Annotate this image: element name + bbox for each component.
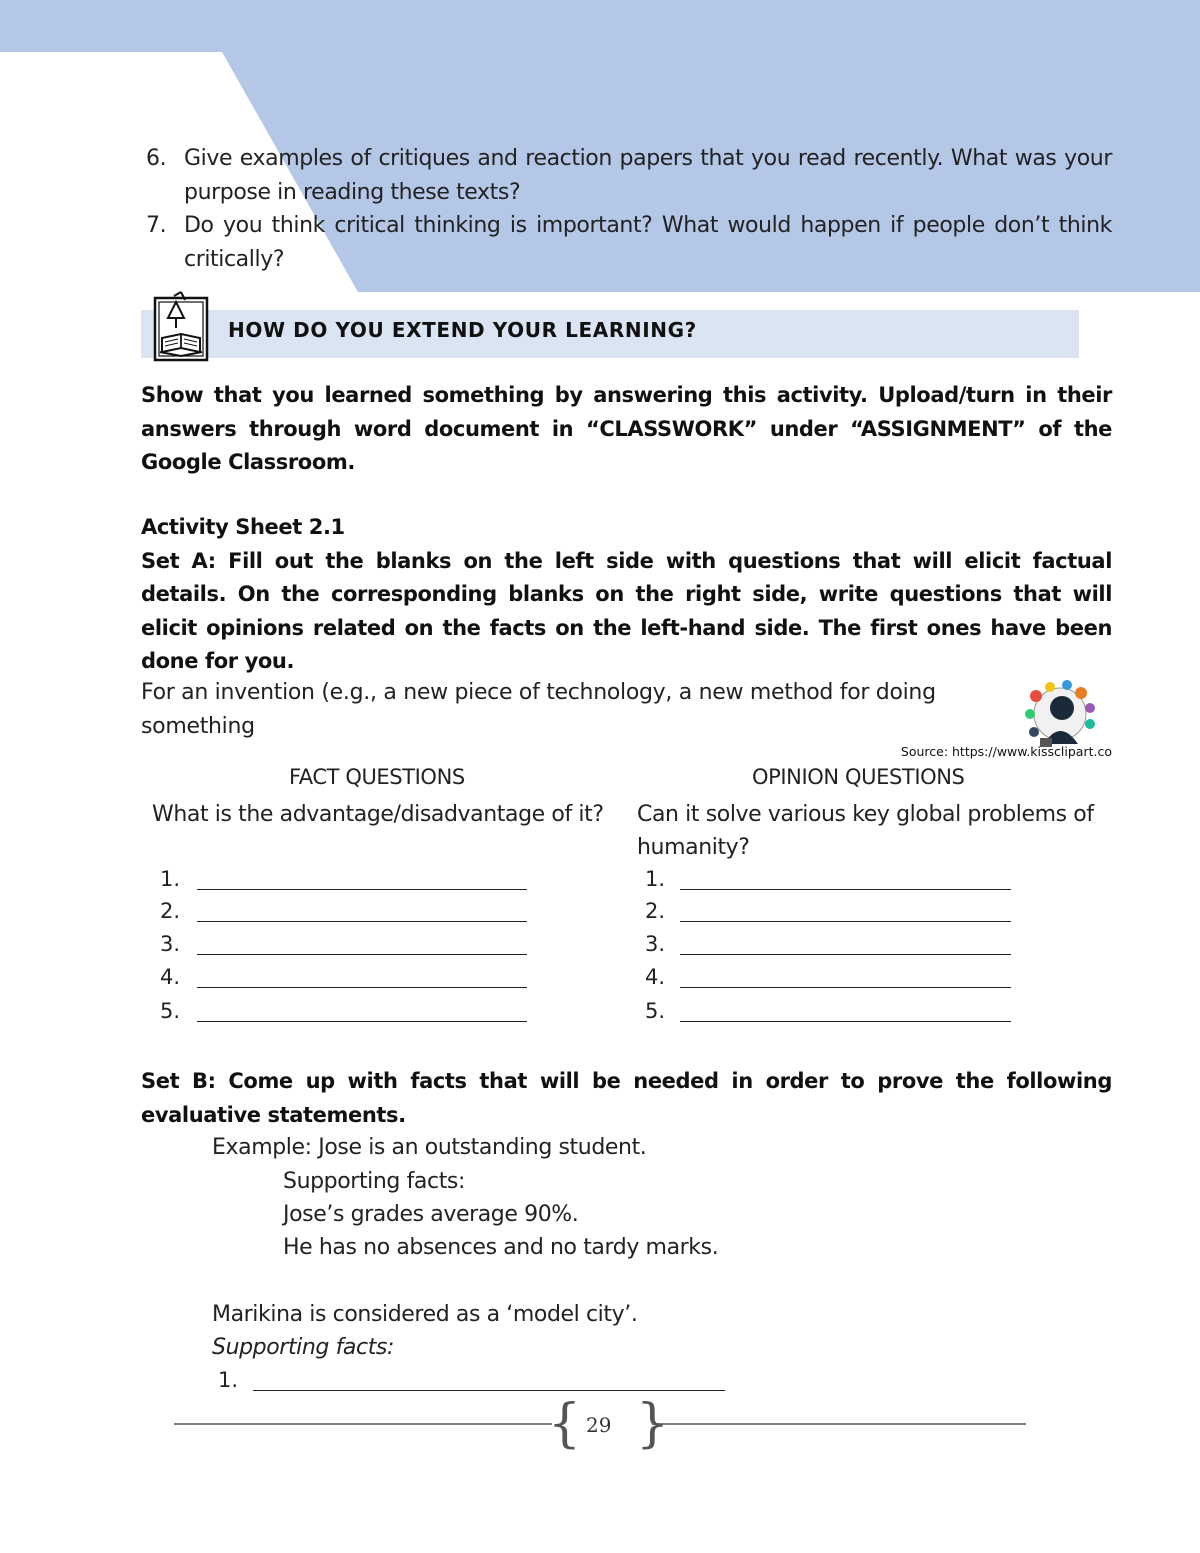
blank-number: 5. bbox=[645, 999, 666, 1023]
evaluative-statement: Marikina is considered as a ‘model city’. bbox=[212, 1302, 638, 1327]
question-text: Give examples of critiques and reaction papers that you read recently. What was your purpose in reading these texts? bbox=[184, 146, 1112, 205]
blank-number: 2. bbox=[160, 899, 181, 923]
blank-line[interactable] bbox=[197, 889, 527, 890]
invention-prompt: For an invention (e.g., a new piece of technology, a new method for doing something bbox=[141, 680, 936, 739]
blank-line[interactable] bbox=[197, 1021, 527, 1022]
blank-number: 1. bbox=[645, 867, 666, 891]
supporting-fact: Jose’s grades average 90%. bbox=[283, 1202, 579, 1227]
footer-rule-left bbox=[174, 1423, 552, 1425]
right-brace-icon: } bbox=[636, 1394, 670, 1454]
left-brace-icon: { bbox=[548, 1394, 582, 1454]
blank-number: 3. bbox=[160, 932, 181, 956]
supporting-label: Supporting facts: bbox=[283, 1169, 466, 1194]
set-b-instructions: Set B: Come up with facts that will be needed in order to prove the following evaluative statements. bbox=[141, 1069, 1112, 1127]
question-number: 7. bbox=[146, 213, 167, 238]
question-number: 6. bbox=[146, 146, 167, 171]
blank-line[interactable] bbox=[680, 987, 1011, 988]
blank-line[interactable] bbox=[680, 921, 1011, 922]
blank-line[interactable] bbox=[253, 1390, 725, 1391]
question-text: Do you think critical thinking is important? What would happen if people don’t think critically? bbox=[184, 213, 1112, 272]
question-item bbox=[146, 209, 1112, 276]
opinion-questions-header: OPINION QUESTIONS bbox=[752, 765, 965, 789]
blank-number: 3. bbox=[645, 932, 666, 956]
blank-line[interactable] bbox=[197, 954, 527, 955]
blank-number: 5. bbox=[160, 999, 181, 1023]
fact-questions-header: FACT QUESTIONS bbox=[289, 765, 465, 789]
set-a-instructions: Set A: Fill out the blanks on the left side with questions that will elicit factual details. On the corresponding blanks on the right side, write questions that will elicit opinions related on the facts on the left-hand side. The first ones have been done for you. bbox=[141, 548, 1112, 673]
footer-rule-right bbox=[652, 1423, 1026, 1425]
technology-clipart-icon bbox=[1020, 678, 1098, 750]
instructions-text: Show that you learned something by answering this activity. Upload/turn in their answers through word document in “CLASSWORK” under “ASSIGNMENT” of the Google Classroom. bbox=[141, 383, 1112, 474]
activity-block bbox=[141, 511, 1112, 679]
example-statement: Example: Jose is an outstanding student. bbox=[212, 1135, 647, 1160]
supporting-fact: He has no absences and no tardy marks. bbox=[283, 1235, 719, 1260]
question-list bbox=[146, 142, 1112, 276]
opinion-example: Can it solve various key global problems of humanity? bbox=[637, 802, 1094, 860]
blank-number: 4. bbox=[645, 965, 666, 989]
blank-number: 4. bbox=[160, 965, 181, 989]
blank-line[interactable] bbox=[680, 1021, 1011, 1022]
question-item bbox=[146, 142, 1112, 209]
section-title: HOW DO YOU EXTEND YOUR LEARNING? bbox=[228, 318, 697, 342]
blank-line[interactable] bbox=[197, 921, 527, 922]
blank-number: 2. bbox=[645, 899, 666, 923]
blank-number: 1. bbox=[160, 867, 181, 891]
blank-line[interactable] bbox=[680, 954, 1011, 955]
supporting-label-italic: Supporting facts: bbox=[212, 1335, 395, 1360]
blank-number: 1. bbox=[218, 1368, 239, 1392]
lamp-book-icon bbox=[152, 290, 210, 362]
blank-line[interactable] bbox=[680, 889, 1011, 890]
page-number: 29 bbox=[586, 1413, 612, 1437]
fact-example: What is the advantage/disadvantage of it? bbox=[152, 802, 604, 827]
image-source: Source: https://www.kissclipart.co bbox=[900, 744, 1112, 759]
activity-title: Activity Sheet 2.1 bbox=[141, 515, 345, 539]
blank-line[interactable] bbox=[197, 987, 527, 988]
